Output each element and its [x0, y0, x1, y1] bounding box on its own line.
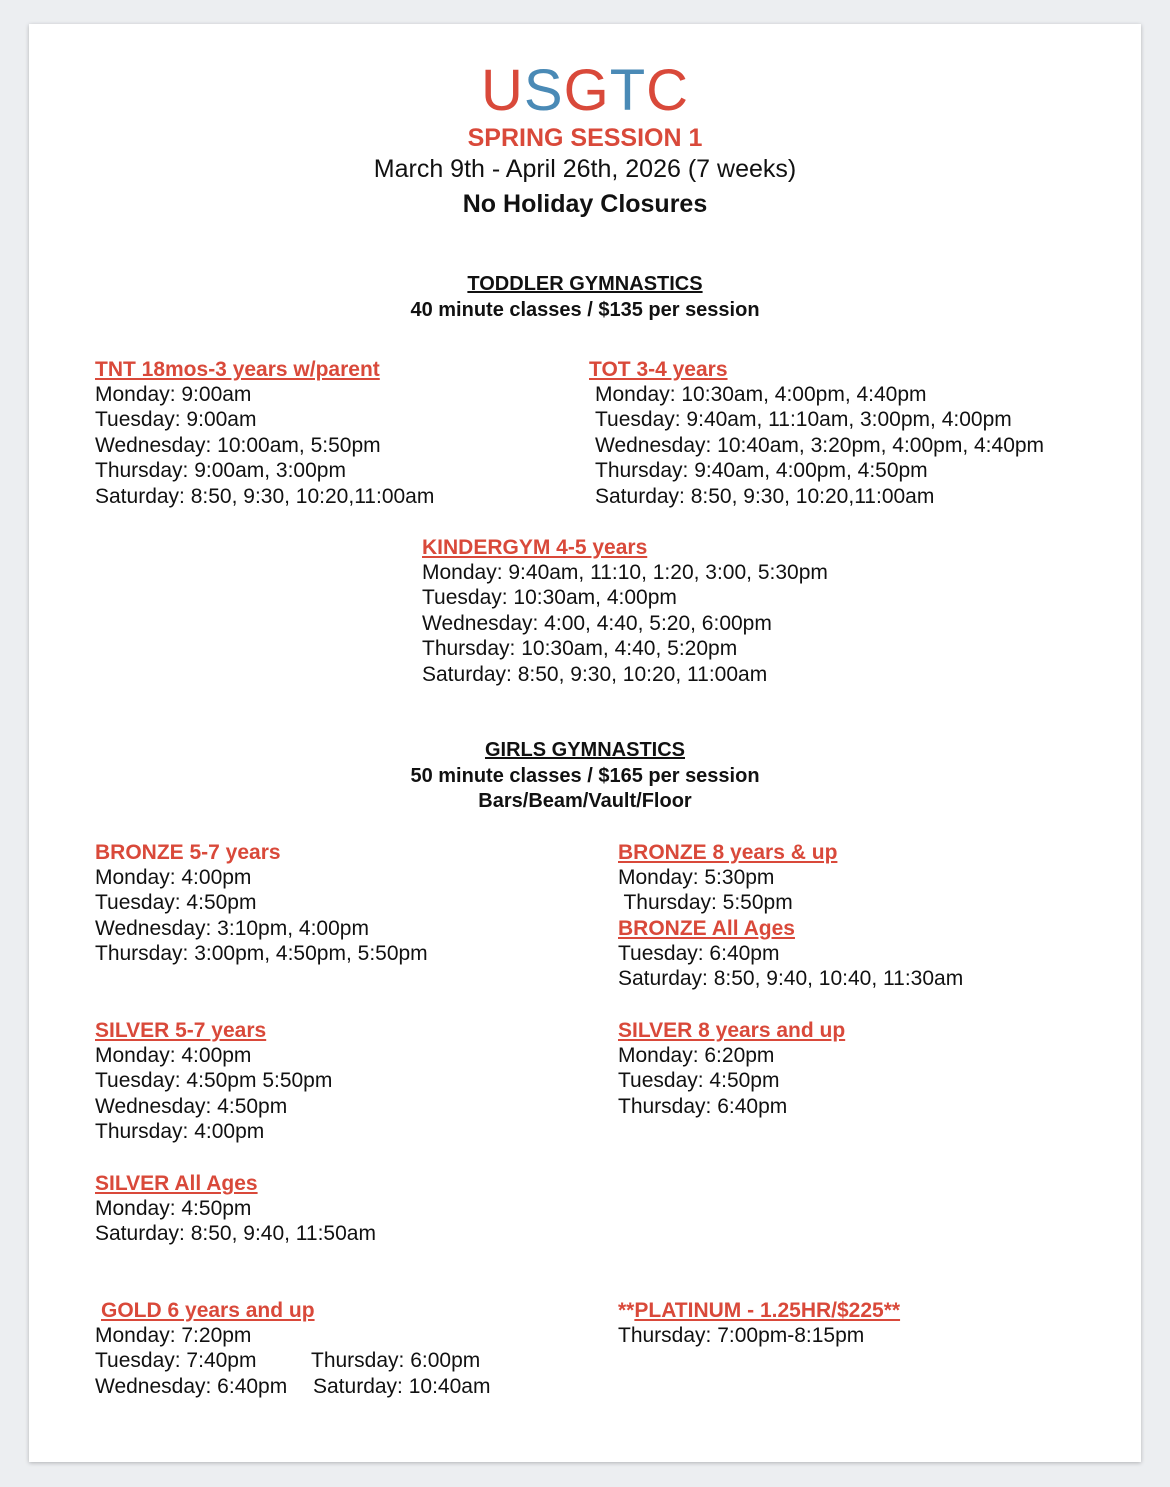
schedule-line: Monday: 5:30pm [618, 866, 775, 889]
silver-all-title: SILVER All Ages [95, 1172, 258, 1195]
bronze-5-7-block [95, 840, 428, 967]
platinum-block [618, 1298, 900, 1348]
tot-block [589, 357, 1044, 509]
platinum-prefix: ** [618, 1299, 635, 1322]
logo-letter-g: G [563, 58, 610, 123]
schedule-line-row [95, 1348, 490, 1373]
schedule-line: Monday: 4:00pm [95, 1044, 252, 1067]
schedule-cell: Thursday: 6:00pm [311, 1349, 481, 1373]
tot-title: TOT 3-4 years [589, 358, 728, 381]
schedule-line: Wednesday: 10:40am, 3:20pm, 4:00pm, 4:40pm [595, 433, 1045, 457]
session-title: SPRING SESSION 1 [467, 124, 703, 152]
schedule-line: Tuesday: 10:30am, 4:00pm [422, 586, 677, 610]
silver-8-title: SILVER 8 years and up [618, 1019, 846, 1042]
kindergym-block [422, 535, 828, 687]
bronze-8-block [618, 840, 963, 992]
gold-block [95, 1298, 490, 1399]
schedule-line: Thursday: 4:00pm [95, 1120, 265, 1144]
schedule-line: Tuesday: 9:00am [95, 408, 257, 432]
schedule-line: Tuesday: 4:50pm 5:50pm [95, 1069, 333, 1093]
schedule-line: Wednesday: 4:00, 4:40, 5:20, 6:00pm [422, 611, 772, 635]
schedule-cell: Wednesday: 6:40pm [95, 1374, 288, 1398]
schedule-page [29, 24, 1141, 1462]
schedule-line: Saturday: 8:50, 9:30, 10:20, 11:00am [422, 662, 768, 686]
schedule-line: Tuesday: 4:50pm [618, 1069, 780, 1093]
schedule-line: Thursday: 9:40am, 4:00pm, 4:50pm [595, 459, 928, 483]
schedule-line: Saturday: 8:50, 9:30, 10:20,11:00am [595, 484, 935, 508]
schedule-line: Tuesday: 9:40am, 11:10am, 3:00pm, 4:00pm [595, 408, 1012, 432]
schedule-line: Monday: 10:30am, 4:00pm, 4:40pm [595, 383, 927, 406]
gold-title: GOLD 6 years and up [101, 1299, 315, 1322]
schedule-cell: Tuesday: 7:40pm [95, 1349, 257, 1373]
platinum-title: PLATINUM - 1.25HR/$225** [634, 1299, 901, 1322]
bronze-all-title: BRONZE All Ages [618, 916, 795, 940]
schedule-line-row [95, 1374, 490, 1399]
kindergym-title: KINDERGYM 4-5 years [422, 536, 648, 559]
holiday-closures: No Holiday Closures [462, 190, 708, 218]
schedule-line: Wednesday: 10:00am, 5:50pm [95, 433, 381, 457]
schedule-line: Monday: 7:20pm [95, 1324, 252, 1347]
schedule-line: Tuesday: 4:50pm [95, 891, 257, 915]
logo-letter-u: U [480, 58, 524, 123]
tnt-block [95, 357, 434, 509]
schedule-line: Wednesday: 4:50pm [95, 1094, 288, 1118]
schedule-line: Thursday: 5:50pm [618, 891, 793, 915]
usgtc-logo [29, 60, 1141, 122]
toddler-subheading: 40 minute classes / $135 per session [410, 299, 760, 321]
girls-events: Bars/Beam/Vault/Floor [478, 790, 692, 812]
schedule-line: Saturday: 8:50, 9:40, 11:50am [95, 1222, 376, 1246]
schedule-line: Monday: 4:50pm [95, 1197, 252, 1220]
schedule-line: Monday: 4:00pm [95, 866, 252, 889]
silver-8-block [618, 1018, 845, 1119]
schedule-line: Thursday: 6:40pm [618, 1094, 788, 1118]
schedule-line: Saturday: 8:50, 9:30, 10:20,11:00am [95, 484, 435, 508]
schedule-line: Monday: 6:20pm [618, 1044, 775, 1067]
logo-letter-t: T [609, 58, 647, 123]
schedule-line: Saturday: 8:50, 9:40, 10:40, 11:30am [618, 967, 964, 991]
schedule-line: Thursday: 9:00am, 3:00pm [95, 459, 346, 483]
silver-5-7-title: SILVER 5-7 years [95, 1019, 267, 1042]
schedule-line: Thursday: 10:30am, 4:40, 5:20pm [422, 637, 738, 661]
bronze-8-title: BRONZE 8 years & up [618, 841, 838, 864]
platinum-title-row [618, 1298, 900, 1323]
schedule-line: Monday: 9:40am, 11:10, 1:20, 3:00, 5:30pm [422, 561, 828, 584]
schedule-line: Thursday: 7:00pm-8:15pm [618, 1324, 865, 1347]
logo-letter-c: C [646, 58, 690, 123]
bronze-5-7-title: BRONZE 5-7 years [95, 841, 281, 864]
silver-5-7-block [95, 1018, 332, 1145]
schedule-line: Thursday: 3:00pm, 4:50pm, 5:50pm [95, 942, 428, 966]
schedule-line: Tuesday: 6:40pm [618, 941, 780, 965]
girls-subheading: 50 minute classes / $165 per session [410, 765, 760, 787]
silver-all-block [95, 1171, 376, 1247]
tnt-title: TNT 18mos-3 years w/parent [95, 358, 380, 381]
toddler-heading: TODDLER GYMNASTICS [467, 273, 703, 295]
schedule-line: Monday: 9:00am [95, 383, 252, 406]
session-dates: March 9th - April 26th, 2026 (7 weeks) [373, 155, 797, 183]
logo-letter-s: S [523, 58, 564, 123]
schedule-cell: Saturday: 10:40am [313, 1374, 491, 1398]
girls-heading: GIRLS GYMNASTICS [484, 739, 685, 761]
schedule-line: Wednesday: 3:10pm, 4:00pm [95, 916, 369, 940]
